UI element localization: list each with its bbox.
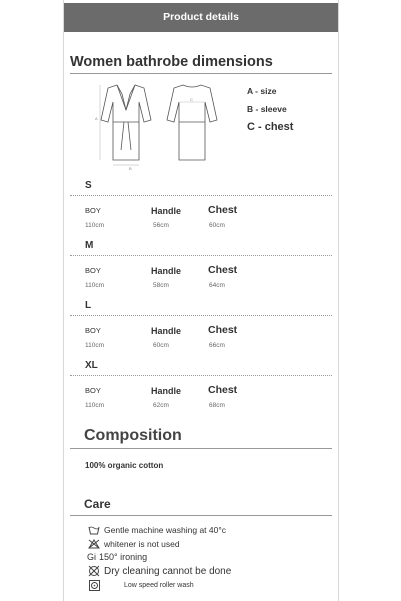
product-details-header: Product details [64, 3, 338, 32]
wash-tub-icon [87, 524, 101, 536]
care-item-wash [87, 524, 226, 536]
care-item-text: Dry cleaning cannot be done [104, 565, 232, 577]
bathrobe-diagram [84, 80, 244, 170]
boy-value: 110cm [85, 282, 105, 289]
care-item-text: whitener is not used [104, 539, 180, 549]
no-bleach-icon [87, 538, 101, 550]
care-item-iron [87, 552, 147, 562]
size-label: XL [85, 360, 98, 371]
chest-value: 68cm [209, 402, 225, 409]
handle-value: 58cm [153, 282, 169, 289]
chest-value: 64cm [209, 282, 225, 289]
dry-clean-icon [87, 565, 101, 577]
composition-divider [70, 448, 332, 449]
title-divider [70, 73, 332, 74]
col-boy-label: BOY [85, 266, 101, 275]
dimensions-title: Women bathrobe dimensions [70, 54, 273, 70]
size-label: S [85, 180, 92, 191]
col-chest-label: Chest [208, 204, 238, 216]
handle-value: 56cm [153, 222, 169, 229]
legend-chest: C - chest [247, 121, 294, 133]
size-divider [70, 195, 332, 196]
diagram-label-a: A [95, 116, 98, 121]
col-handle-label: Handle [151, 206, 182, 216]
col-chest-label: Chest [208, 324, 238, 336]
care-item-text: 150° ironing [99, 552, 148, 562]
size-label: L [85, 300, 92, 311]
care-item-tumble [87, 579, 194, 591]
care-title: Care [84, 497, 111, 511]
care-divider [70, 515, 332, 516]
care-item-dryclean [87, 565, 231, 577]
col-handle-label: Handle [151, 326, 182, 336]
care-item-text: Low speed roller wash [124, 581, 194, 589]
col-chest-label: Chest [208, 384, 238, 396]
iron-icon: Gi [87, 552, 96, 562]
size-divider [70, 315, 332, 316]
diagram-label-c: C [190, 97, 193, 102]
col-handle-label: Handle [151, 266, 182, 276]
chest-value: 66cm [209, 342, 225, 349]
col-boy-label: BOY [85, 386, 101, 395]
legend-size: A - size [247, 86, 277, 96]
legend-sleeve: B - sleeve [247, 104, 287, 114]
col-boy-label: BOY [85, 206, 101, 215]
size-divider [70, 255, 332, 256]
tumble-dry-icon [87, 579, 101, 591]
col-boy-label: BOY [85, 326, 101, 335]
col-chest-label: Chest [208, 264, 238, 276]
care-item-bleach [87, 538, 180, 550]
care-item-text: Gentle machine washing at 40°c [104, 525, 226, 535]
boy-value: 110cm [85, 222, 105, 229]
size-divider [70, 375, 332, 376]
col-handle-label: Handle [151, 386, 182, 396]
diagram-label-b: B [129, 166, 132, 170]
composition-text: 100% organic cotton [85, 461, 164, 470]
chest-value: 60cm [209, 222, 225, 229]
boy-value: 110cm [85, 402, 105, 409]
handle-value: 60cm [153, 342, 169, 349]
size-label: M [85, 240, 94, 251]
composition-title: Composition [84, 427, 182, 444]
bathrobe-front-figure [101, 85, 151, 160]
boy-value: 110cm [85, 342, 105, 349]
handle-value: 62cm [153, 402, 169, 409]
